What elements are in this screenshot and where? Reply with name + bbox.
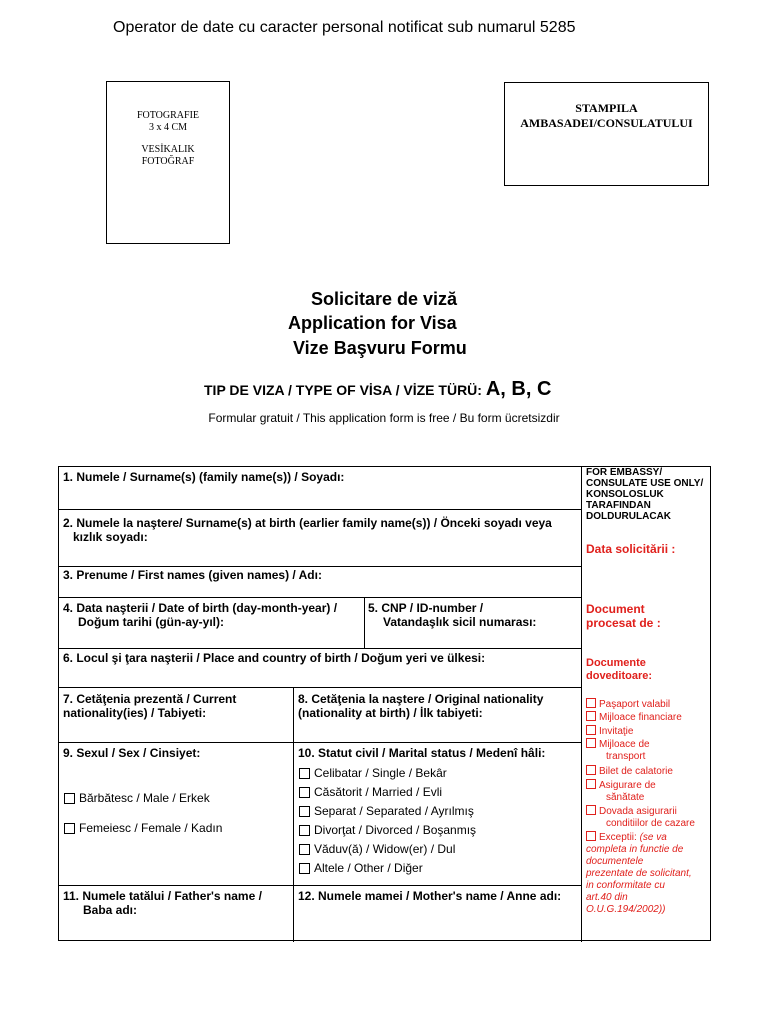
checkbox-male[interactable] <box>64 793 75 804</box>
visa-type-line <box>204 378 551 401</box>
marital-option-married[interactable]: Căsătorit / Married / Evli <box>299 785 442 799</box>
checkbox-exceptions[interactable] <box>586 831 596 841</box>
checkbox-other[interactable] <box>299 863 310 874</box>
marital-option-other[interactable]: Altele / Other / Diğer <box>299 861 423 875</box>
doc-travel-ticket[interactable]: Bilet de calatorie <box>586 765 673 778</box>
field-father-name-label[interactable]: 11. Numele tatălui / Father's name / Baba adı: <box>63 889 262 917</box>
doc-valid-passport[interactable]: Paşaport valabil <box>586 698 670 711</box>
photo-label-tr-2: FOTOĞRAF <box>141 156 195 167</box>
photo-placeholder-box <box>106 81 230 244</box>
doc-exceptions[interactable]: Exceptii: (se va completa in functie de documentele prezentate de solicitant, in conformitate cu art.40 din O.U.G.194/2002)) <box>586 832 692 915</box>
field-first-names-label[interactable]: 3. Prenume / First names (given names) / Adı: <box>63 568 322 582</box>
photo-label-tr-1: VESİKALIK <box>141 144 195 155</box>
checkbox-widowed[interactable] <box>299 844 310 855</box>
doc-accommodation-cont: conditiilor de cazare <box>606 818 695 829</box>
field-original-nationality-label[interactable]: 8. Cetăţenia la naştere / Original nationality (nationality at birth) / İlk tabiyeti: <box>298 692 544 720</box>
stamp-label-2: AMBASADEI/CONSULATULUI <box>520 116 693 130</box>
checkbox-single[interactable] <box>299 768 310 779</box>
checkbox-divorced[interactable] <box>299 825 310 836</box>
doc-health-insurance[interactable]: Asigurare de <box>586 779 656 792</box>
checkbox-separated[interactable] <box>299 806 310 817</box>
visa-type-label: TIP DE VIZA / TYPE OF VİSA / VİZE TÜRÜ: <box>204 382 482 398</box>
title-en: Application for Visa <box>288 313 457 333</box>
checkbox-health-insurance[interactable] <box>586 779 596 789</box>
checkbox-accommodation[interactable] <box>586 805 596 815</box>
field-id-number-label[interactable]: 5. CNP / ID-number / Vatandaşlık sicil numarası: <box>368 601 537 629</box>
checkbox-travel-ticket[interactable] <box>586 765 596 775</box>
embassy-use-heading: FOR EMBASSY/ CONSULATE USE ONLY/ KONSOLOSLUK TARAFINDAN DOLDURULACAK <box>586 467 704 522</box>
photo-label-ro: FOTOGRAFIE <box>136 110 200 121</box>
doc-transport[interactable]: Mijloace de <box>586 738 650 751</box>
visa-type-value: A, B, C <box>485 378 552 400</box>
marital-option-separated[interactable]: Separat / Separated / Ayrılmış <box>299 804 474 818</box>
checkbox-married[interactable] <box>299 787 310 798</box>
checkbox-valid-passport[interactable] <box>586 698 596 708</box>
field-surname-at-birth-label[interactable]: 2. Numele la naştere/ Surname(s) at birth (earlier family name(s)) / Önceki soyadı veya kızlık soyadı: <box>63 516 552 544</box>
marital-option-single[interactable]: Celibatar / Single / Bekâr <box>299 766 447 780</box>
free-form-note: Formular gratuit / This application form is free / Bu form ücretsizdir <box>208 411 560 425</box>
marital-option-divorced[interactable]: Divorţat / Divorced / Boşanmış <box>299 823 476 837</box>
supporting-documents-label: Documente doveditoare: <box>586 657 653 682</box>
doc-financial-means[interactable]: Mijloace financiare <box>586 711 682 724</box>
checkbox-transport[interactable] <box>586 738 596 748</box>
sex-option-male[interactable]: Bărbătesc / Male / Erkek <box>64 791 210 805</box>
field-date-of-birth-label[interactable]: 4. Data naşterii / Date of birth (day-month-year) / Doğum tarihi (gün-ay-yıl): <box>63 601 338 629</box>
application-form-table <box>58 466 711 941</box>
operator-notice: Operator de date cu caracter personal notificat sub numarul 5285 <box>113 19 576 36</box>
doc-health-insurance-cont: sănătate <box>606 792 645 803</box>
photo-size: 3 x 4 CM <box>148 122 188 133</box>
stamp-placeholder-box <box>504 82 709 186</box>
field-marital-status-label: 10. Statut civil / Marital status / Medenî hâli: <box>298 746 546 760</box>
field-current-nationality-label[interactable]: 7. Cetăţenia prezentă / Current nationality(ies) / Tabiyeti: <box>63 692 237 720</box>
sex-option-female[interactable]: Femeiesc / Female / Kadın <box>64 821 222 835</box>
stamp-label-1: STAMPILA <box>575 101 638 115</box>
field-surname-label[interactable]: 1. Numele / Surname(s) (family name(s)) / Soyadı: <box>63 470 345 484</box>
doc-invitation[interactable]: Invitaţie <box>586 725 633 738</box>
field-mother-name-label[interactable]: 12. Numele mamei / Mother's name / Anne adı: <box>298 889 562 903</box>
processed-by-label: Document procesat de : <box>586 602 661 630</box>
title-ro: Solicitare de viză <box>310 289 458 309</box>
checkbox-female[interactable] <box>64 823 75 834</box>
field-sex-label: 9. Sexul / Sex / Cinsiyet: <box>63 746 201 760</box>
checkbox-financial-means[interactable] <box>586 711 596 721</box>
doc-transport-cont: transport <box>606 751 646 762</box>
field-place-of-birth-label[interactable]: 6. Locul şi ţara naşterii / Place and country of birth / Doğum yeri ve ülkesi: <box>63 651 486 665</box>
checkbox-invitation[interactable] <box>586 725 596 735</box>
doc-accommodation[interactable]: Dovada asigurarii <box>586 805 677 818</box>
title-tr: Vize Başvuru Formu <box>293 338 467 358</box>
marital-option-widowed[interactable]: Văduv(ă) / Widow(er) / Dul <box>299 842 455 856</box>
application-date-label: Data solicitării : <box>586 542 676 556</box>
